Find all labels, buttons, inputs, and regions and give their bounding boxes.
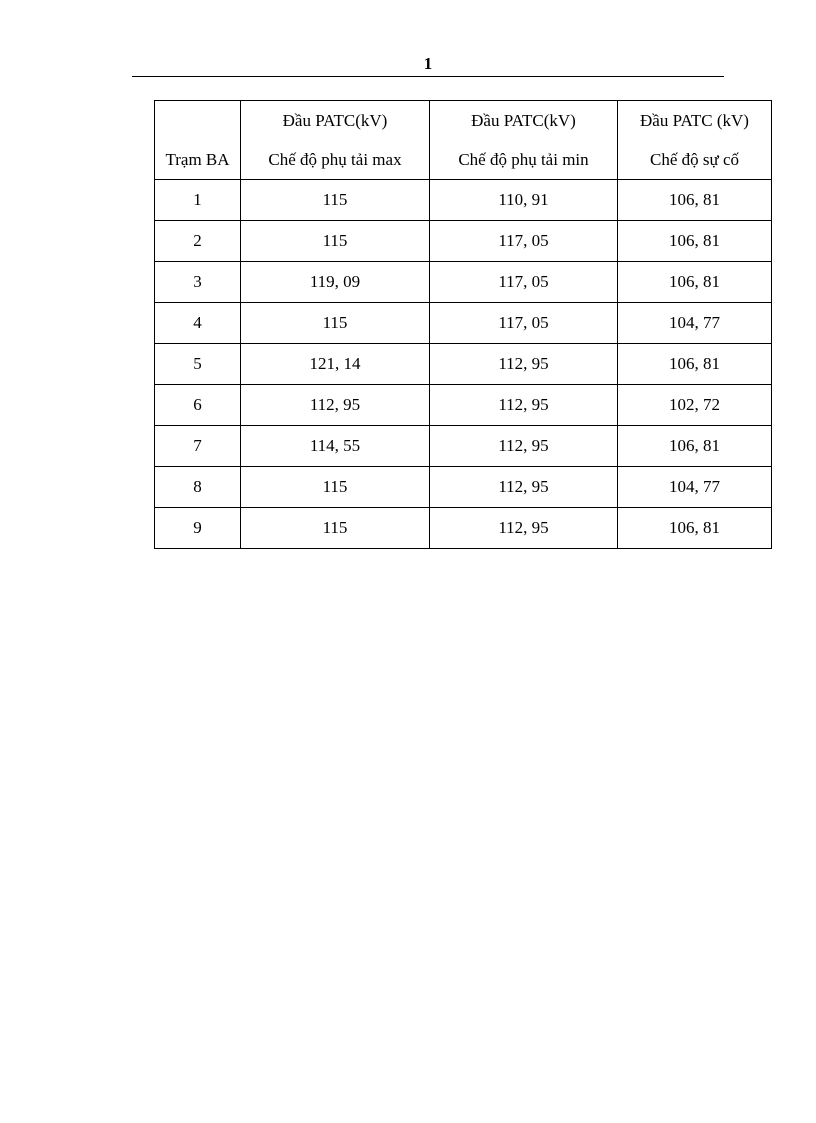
table-cell: 117, 05	[430, 303, 618, 344]
table-cell: 4	[155, 303, 241, 344]
header-row-top	[155, 101, 772, 141]
table-cell: 7	[155, 426, 241, 467]
table-cell: 102, 72	[618, 385, 772, 426]
header-row-bottom	[155, 140, 772, 180]
table-cell: 115	[241, 467, 430, 508]
table-cell: 106, 81	[618, 180, 772, 221]
table-cell: 115	[241, 221, 430, 262]
header-cell	[155, 101, 241, 141]
table-cell: 104, 77	[618, 467, 772, 508]
header-cell: Đầu PATC(kV)	[241, 101, 430, 141]
table-cell: 5	[155, 344, 241, 385]
table-cell: 6	[155, 385, 241, 426]
table-cell: 2	[155, 221, 241, 262]
table-cell: 117, 05	[430, 262, 618, 303]
table-cell: 112, 95	[430, 344, 618, 385]
table-cell: 106, 81	[618, 508, 772, 549]
table-row	[155, 180, 772, 221]
table-cell: 9	[155, 508, 241, 549]
table-row	[155, 303, 772, 344]
table-cell: 119, 09	[241, 262, 430, 303]
table-cell: 112, 95	[430, 467, 618, 508]
table-cell: 3	[155, 262, 241, 303]
header-cell: Chế độ phụ tải min	[430, 140, 618, 180]
table-row	[155, 262, 772, 303]
table-cell: 112, 95	[241, 385, 430, 426]
header-cell: Đầu PATC (kV)	[618, 101, 772, 141]
table-cell: 115	[241, 180, 430, 221]
page-number: 1	[423, 54, 433, 73]
voltage-table	[154, 100, 772, 549]
table-cell: 112, 95	[430, 385, 618, 426]
table-row	[155, 344, 772, 385]
header-rule	[132, 76, 724, 77]
table-cell: 106, 81	[618, 344, 772, 385]
table-cell: 106, 81	[618, 262, 772, 303]
table-cell: 112, 95	[430, 426, 618, 467]
header-cell: Trạm BA	[155, 140, 241, 180]
header-cell: Chế độ phụ tải max	[241, 140, 430, 180]
table-cell: 1	[155, 180, 241, 221]
header-cell: Chế độ sự cố	[618, 140, 772, 180]
table-cell: 121, 14	[241, 344, 430, 385]
table-row	[155, 221, 772, 262]
table-cell: 117, 05	[430, 221, 618, 262]
table-cell: 104, 77	[618, 303, 772, 344]
table-cell: 114, 55	[241, 426, 430, 467]
table-row	[155, 385, 772, 426]
header-cell: Đầu PATC(kV)	[430, 101, 618, 141]
table-cell: 8	[155, 467, 241, 508]
table-cell: 115	[241, 303, 430, 344]
table-row	[155, 426, 772, 467]
table-cell: 110, 91	[430, 180, 618, 221]
table-cell: 115	[241, 508, 430, 549]
table-row	[155, 508, 772, 549]
table-row	[155, 467, 772, 508]
table-cell: 106, 81	[618, 426, 772, 467]
table-cell: 106, 81	[618, 221, 772, 262]
table-cell: 112, 95	[430, 508, 618, 549]
